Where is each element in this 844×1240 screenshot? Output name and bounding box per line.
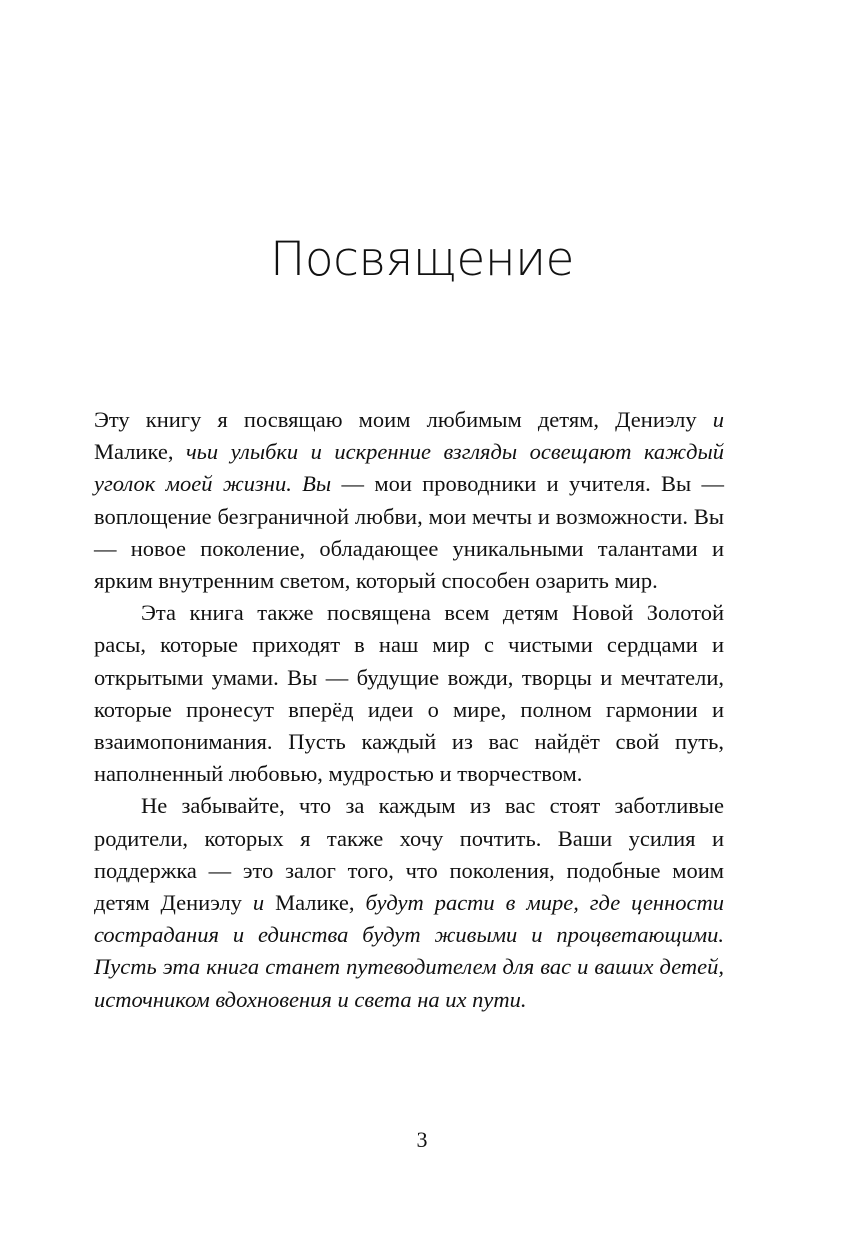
text-segment: Эта книга также посвящена всем детям Новой Золотой расы, которые приходят в наш мир с чистыми сердцами и открытыми умами. Вы — будущие вожди, творцы и мечтатели, которые пронесут вперёд идеи о мире, полном гармонии и взаимопонимания. Пусть каждый из вас найдёт свой путь, наполненный любовью, мудростью и творчеством. bbox=[94, 600, 724, 787]
italic-text-segment: и bbox=[252, 890, 265, 916]
italic-text-segment: будут расти в мире, где ценности сострадания и единства будут живыми и процветающими. Пусть эта книга станет путеводителем для вас и ваших детей, источником вдохновения и света на их пути. bbox=[94, 890, 724, 1012]
chapter-title: Посвящение bbox=[270, 232, 574, 287]
text-segment: Не забывайте, что за каждым из вас стоят заботливые родители, которых я также хочу почтить. Ваши усилия и поддержка — это залог того, что поколения, подобные моим детям Дениэлу bbox=[94, 793, 724, 916]
text-segment: — мои проводники и учителя. Вы — воплощение безграничной любви, мои мечты и возможности. Вы — новое поколение, обладающее уникальными талантами и ярким внутренним светом, который способен озарить мир. bbox=[94, 471, 724, 594]
paragraph-2 bbox=[94, 597, 724, 790]
text-segment: Эту книгу я посвящаю моим любимым детям, Дениэлу bbox=[94, 407, 713, 432]
text-segment: Малике, bbox=[94, 439, 186, 465]
text-segment: Малике, bbox=[264, 890, 366, 916]
italic-text-segment: чьи улыбки и искренние взгляды освещают каждый уголок моей жизни. Вы bbox=[94, 439, 724, 497]
italic-text-segment: и bbox=[712, 407, 724, 432]
dedication-text bbox=[94, 404, 724, 1016]
paragraph-3 bbox=[94, 790, 724, 1015]
page-number: 3 bbox=[416, 1127, 428, 1152]
paragraph-1 bbox=[94, 404, 724, 597]
